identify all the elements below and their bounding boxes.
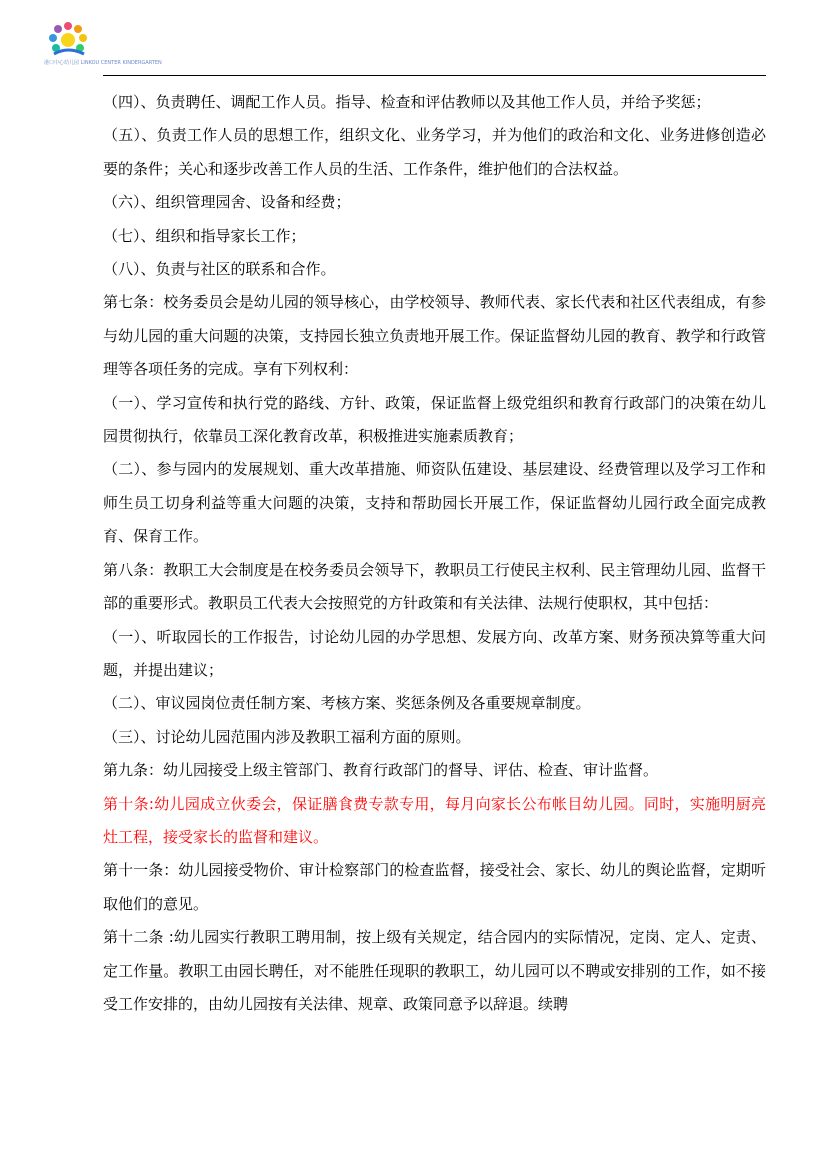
paragraph: 第十二条 :幼儿园实行教职工聘用制，按上级有关规定，结合园内的实际情况，定岗、定人、定责、定工作量。教职工由园长聘任，对不能胜任现职的教职工，幼儿园可以不聘或安排别的工作，如不接受工作安排的，由幼儿园按有关法律、规章、政策同意予以辞退。续聘 [103, 928, 766, 1013]
logo-caption: 港口中心幼儿园 LINKOU CENTER KINDERGARTEN [44, 60, 162, 66]
logo-center [61, 33, 75, 47]
paragraph: （二）、参与园内的发展规划、重大改革措施、师资队伍建设、基层建设、经费管理以及学习工作和师生员工切身利益等重大问题的决策，支持和帮助园长开展工作，保证监督幼儿园行政全面完成教育、保育工作。 [103, 460, 766, 546]
paragraph: （五）、负责工作人员的思想工作，组织文化、业务学习，并为他们的政治和文化、业务进修创造必要的条件；关心和逐步改善工作人员的生活、工作条件，维护他们的合法权益。 [103, 126, 766, 178]
paragraph: （八）、负责与社区的联系和合作。 [103, 260, 336, 279]
logo-wave [54, 50, 84, 54]
paragraph: 第十一条：幼儿园接受物价、审计检察部门的检查监督，接受社会、家长、幼儿的舆论监督，定期听取他们的意见。 [103, 861, 766, 913]
paragraph: （七）、组织和指导家长工作； [103, 226, 306, 245]
paragraph: 第七条：校务委员会是幼儿园的领导核心，由学校领导、教师代表、家长代表和社区代表组成，有参与幼儿园的重大问题的决策，支持园长独立负责地开展工作。保证监督幼儿园的教育、教学和行政管理等各项任务的完成。享有下列权利： [103, 293, 766, 379]
paragraph: 第十条:幼儿园成立伙委会，保证膳食费专款专用，每月向家长公布帐目幼儿园。同时，实施明厨亮灶工程，接受家长的监督和建议。 [103, 794, 766, 846]
paragraph: （一）、听取园长的工作报告，讨论幼儿园的办学思想、发展方向、改革方案、财务预决算等重大问题，并提出建议； [103, 627, 766, 679]
paragraph: （二）、审议园岗位责任制方案、考核方案、奖惩条例及各重要规章制度。 [103, 694, 591, 713]
paragraph: （一）、学习宣传和执行党的路线、方针、政策，保证监督上级党组织和教育行政部门的决策在幼儿园贯彻执行，依靠员工深化教育改革，积极推进实施素质教育； [103, 393, 766, 446]
paragraph: 第九条：幼儿园接受上级主管部门、教育行政部门的督导、评估、检查、审计监督。 [103, 761, 659, 780]
header-divider [103, 75, 766, 76]
paragraph: 第八条：教职工大会制度是在校务委员会领导下，教职员工行使民主权利、民主管理幼儿园、监督干部的重要形式。教职员工代表大会按照党的方针政策和有关法律、法规行使职权，其中包括： [103, 560, 766, 613]
paragraph: （六）、组织管理园舍、设备和经费； [103, 193, 351, 212]
document-body [103, 86, 766, 1021]
paragraph: （三）、讨论幼儿园范围内涉及教职工福利方面的原则。 [103, 727, 471, 746]
paragraph: （四）、负责聘任、调配工作人员。指导、检查和评估教师以及其他工作人员，并给予奖惩； [103, 93, 711, 111]
sun-flower-logo [44, 18, 92, 66]
